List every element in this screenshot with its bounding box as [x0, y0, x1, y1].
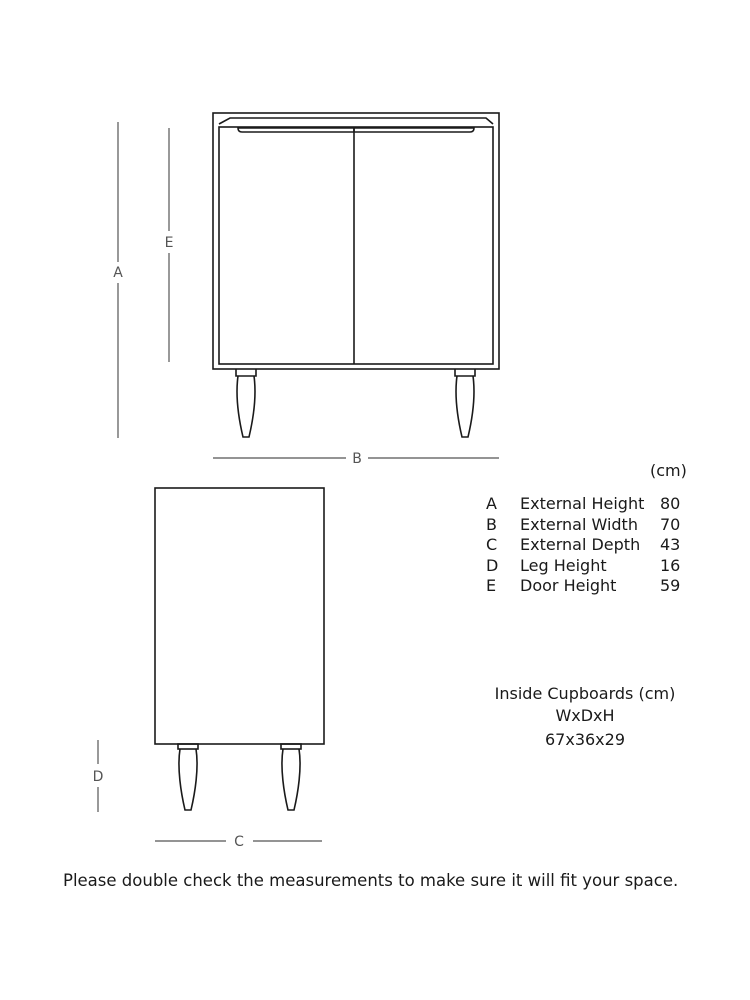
dimension-value: 43	[660, 535, 681, 554]
front-view	[213, 113, 499, 437]
unit-label: (cm)	[650, 461, 687, 480]
left-leg-bracket	[236, 369, 256, 376]
dimension-value: 70	[660, 514, 681, 534]
dimension-name: External Width	[520, 514, 638, 534]
side-body-outline	[155, 488, 324, 744]
dimension-code: D	[486, 555, 499, 575]
dimension-name: External Height	[520, 494, 645, 513]
cabinet-body-outline	[213, 113, 499, 369]
dimension-code: A	[486, 494, 497, 513]
dimension-value: 59	[660, 576, 681, 595]
label-c: C	[234, 834, 244, 850]
dimension-name: External Depth	[520, 535, 641, 554]
label-b: B	[352, 451, 362, 467]
dimension-value: 80	[660, 494, 681, 513]
label-e: E	[164, 235, 174, 251]
dimension-row	[486, 494, 680, 515]
cabinet-inner-frame	[219, 127, 493, 364]
door-handle-recess	[238, 128, 474, 132]
measurement-note: Please double check the measurements to make sure it will fit your space.	[63, 871, 679, 890]
side-right-leg-bracket	[281, 744, 301, 749]
side-left-leg-bracket	[178, 744, 198, 749]
inside-cupboards-block	[480, 683, 690, 751]
inside-cupboards-format: WxDxH	[555, 706, 615, 725]
label-a: A	[113, 265, 123, 281]
inside-cupboards-title: Inside Cupboards (cm)	[494, 684, 676, 703]
inside-cupboards-value: 67x36x29	[544, 730, 625, 749]
dimension-row	[486, 535, 680, 556]
dimension-value: 16	[660, 555, 681, 575]
side-left-leg	[179, 749, 197, 810]
dimension-row	[486, 515, 680, 536]
dimension-name: Leg Height	[520, 555, 607, 575]
dimension-row	[486, 576, 680, 597]
right-leg	[456, 376, 474, 437]
left-leg	[237, 376, 255, 437]
dimension-code: C	[486, 535, 498, 554]
side-right-leg	[282, 749, 300, 810]
dimension-code: E	[486, 576, 497, 595]
label-d: D	[92, 769, 104, 785]
cabinet-top-rim	[219, 118, 493, 124]
side-view	[155, 488, 324, 810]
dimension-code: B	[486, 514, 497, 534]
dimension-name: Door Height	[520, 576, 617, 595]
dimensions-table	[486, 494, 680, 597]
right-leg-bracket	[455, 369, 475, 376]
dimension-row	[486, 556, 680, 577]
